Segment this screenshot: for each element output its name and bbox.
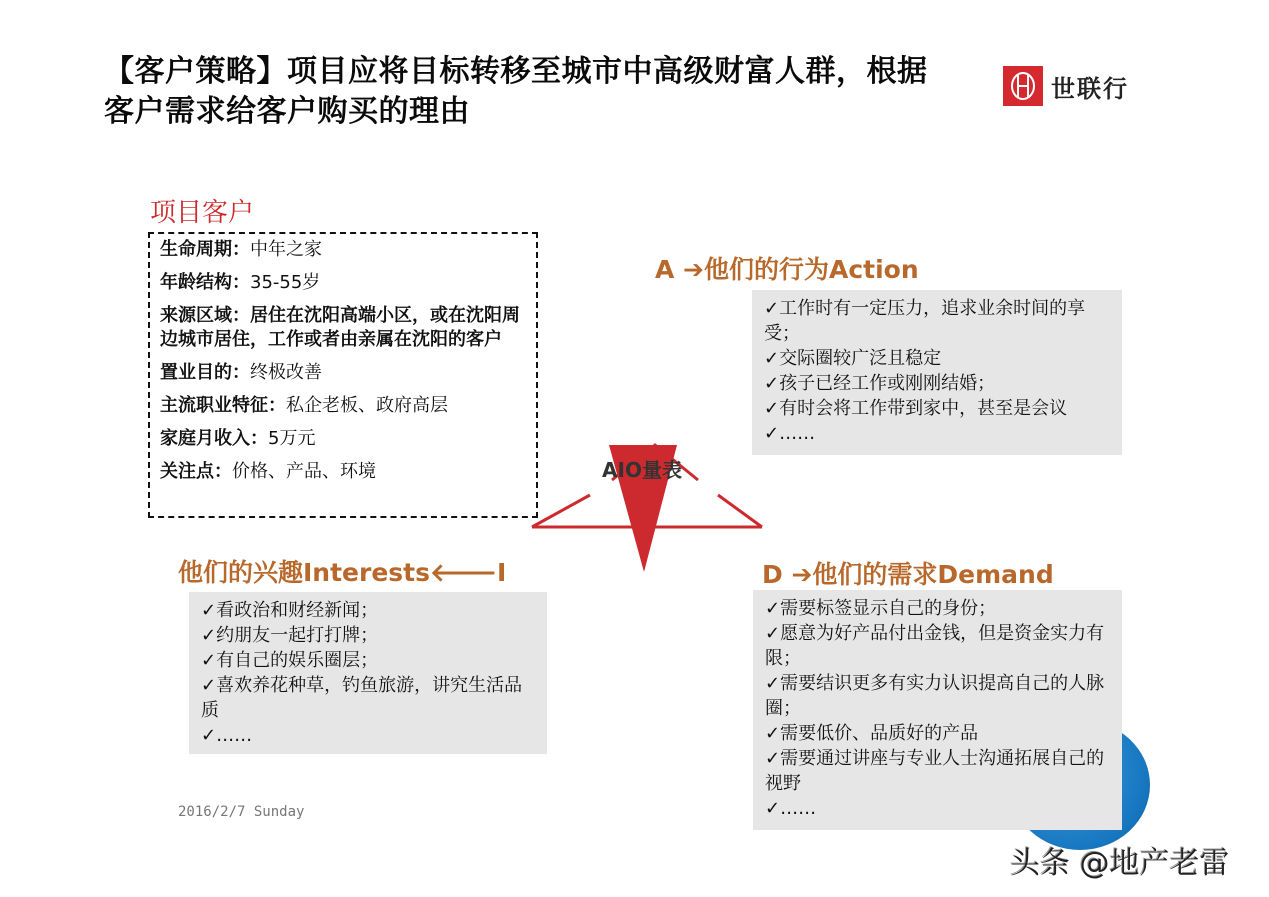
slide-date: 2016/2/7 Sunday: [178, 804, 305, 820]
demand-box: [753, 590, 1122, 830]
interests-box: [189, 592, 547, 754]
interests-item: ✓约朋友一起打打牌；: [201, 625, 379, 646]
row-lifecycle: 生命周期：中年之家: [160, 239, 322, 260]
aio-label: AIO量表: [602, 458, 682, 482]
interests-item: ✓看政治和财经新闻；: [201, 600, 379, 621]
slide-title-line1: 【客户策略】项目应将目标转移至城市中高级财富人群，根据: [104, 54, 928, 89]
interests-item: ✓……: [201, 725, 253, 746]
demand-item: ✓需要低价、品质好的产品: [765, 723, 979, 744]
company-logo: [1003, 66, 1129, 106]
slide-title: [104, 52, 1004, 132]
row-purpose: 置业目的：终极改善: [160, 362, 322, 383]
action-box: [752, 290, 1122, 455]
project-customers-box: [148, 232, 538, 518]
interests-item: ✓有自己的娱乐圈层；: [201, 650, 379, 671]
row-focus: 关注点：价格、产品、环境: [160, 461, 376, 482]
interests-item: ✓喜欢养花种草，钓鱼旅游，讲究生活品质: [201, 675, 523, 721]
demand-item: ✓……: [765, 798, 817, 819]
slide-title-line2: 客户需求给客户购买的理由: [104, 94, 470, 129]
action-item: ✓工作时有一定压力，追求业余时间的享受；: [764, 298, 1086, 344]
demand-item: ✓需要标签显示自己的身份；: [765, 598, 997, 619]
demand-item: ✓愿意为好产品付出金钱，但是资金实力有限；: [765, 623, 1105, 669]
row-income: 家庭月收入：5万元: [160, 428, 316, 449]
aio-diagram: [520, 430, 780, 580]
action-item: ✓……: [764, 423, 816, 444]
watermark: 头条 @地产老雷: [1010, 846, 1230, 881]
row-source-area: 来源区域：居住在沈阳高端小区，或在沈阳周边城市居住，工作或者由亲属在沈阳的客户: [160, 305, 520, 350]
action-item: ✓有时会将工作带到家中，甚至是会议: [764, 398, 1068, 419]
row-age: 年龄结构：35-55岁: [160, 272, 321, 293]
demand-heading: D ➔他们的需求Demand: [762, 560, 1054, 589]
row-occupation: 主流职业特征：私企老板、政府高层: [160, 395, 448, 416]
interests-heading: 他们的兴趣Interests🡐I: [178, 558, 507, 587]
logo-mark-icon: [1003, 66, 1043, 106]
logo-text: 世联行: [1051, 74, 1129, 103]
action-item: ✓交际圈较广泛且稳定: [764, 348, 942, 369]
demand-item: ✓需要通过讲座与专业人士沟通拓展自己的视野: [765, 748, 1105, 794]
action-item: ✓孩子已经工作或刚刚结婚；: [764, 373, 996, 394]
project-customers-title: 项目客户: [150, 198, 255, 228]
demand-item: ✓需要结识更多有实力认识提高自己的人脉圈；: [765, 673, 1105, 719]
action-heading: A ➔他们的行为Action: [655, 255, 919, 284]
